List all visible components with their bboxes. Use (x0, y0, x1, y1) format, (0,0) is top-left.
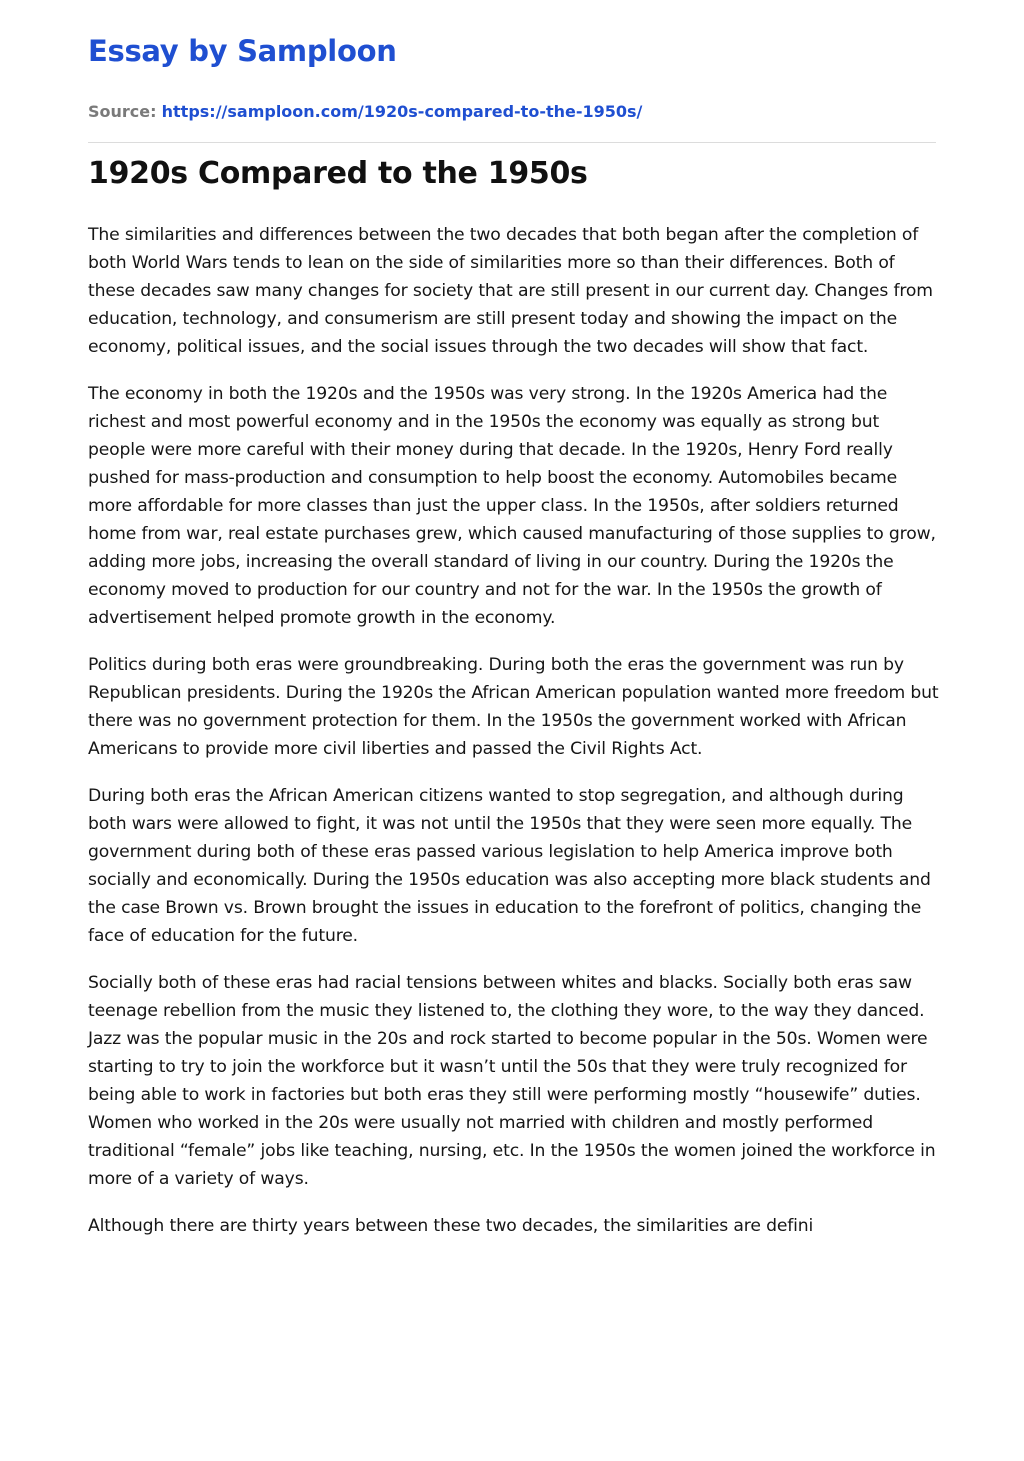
source-link[interactable]: https://samploon.com/1920s-compared-to-the-1950s/ (161, 102, 643, 121)
essay-paragraph: Politics during both eras were groundbreaking. During both the eras the government was run by Republican presidents. During the 1920s the African American population wanted more freedom but there was no government protection for them. In the 1950s the government worked with African Americans to provide more civil liberties and passed the Civil Rights Act. (88, 655, 939, 759)
essay-paragraph: The similarities and differences between the two decades that both began after the completion of both World Wars tends to lean on the side of similarities more so than their differences. Both of these decades saw many changes for society that are still present in our current day. Changes from education, technology, and consumerism are still present today and showing the impact on the economy, political issues, and the social issues through the two decades will show that fact. (88, 225, 933, 357)
brand-title: Essay by Samploon (88, 34, 397, 68)
essay-paragraph: Socially both of these eras had racial tensions between whites and blacks. Socially both eras saw teenage rebellion from the music they listened to, the clothing they wore, to the way they danced. Jazz was the popular music in the 20s and rock started to become popular in the 50s. Women were starting to try to join the workforce but it wasn’t until the 50s that they were truly recognized for being able to work in factories but both eras they still were performing mostly “housewife” duties. Women who worked in the 20s were usually not married with children and mostly performed traditional “female” jobs like teaching, nursing, etc. In the 1950s the women joined the workforce in more of a variety of ways. (88, 973, 936, 1189)
essay-body (88, 221, 940, 1259)
essay-paragraph: The economy in both the 1920s and the 1950s was very strong. In the 1920s America had the richest and most powerful economy and in the 1950s the economy was equally as strong but people were more careful with their money during that decade. In the 1920s, Henry Ford really pushed for mass-production and consumption to help boost the economy. Automobiles became more affordable for more classes than just the upper class. In the 1950s, after soldiers returned home from war, real estate purchases grew, which caused manufacturing of those supplies to grow, adding more jobs, increasing the overall standard of living in our country. During the 1920s the economy moved to production for our country and not for the war. In the 1950s the growth of advertisement helped promote growth in the economy. (88, 384, 936, 628)
essay-paragraph: Although there are thirty years between these two decades, the similarities are defini (88, 1216, 814, 1236)
essay-title: 1920s Compared to the 1950s (88, 156, 588, 191)
source-line (88, 102, 642, 121)
header-divider (88, 142, 936, 143)
essay-paragraph: During both eras the African American citizens wanted to stop segregation, and although during both wars were allowed to fight, it was not until the 1950s that they were seen more equally. The government during both of these eras passed various legislation to help America improve both socially and economically. During the 1950s education was also accepting more black students and the case Brown vs. Brown brought the issues in education to the forefront of politics, changing the face of education for the future. (88, 786, 931, 946)
source-label: Source: (88, 102, 157, 121)
